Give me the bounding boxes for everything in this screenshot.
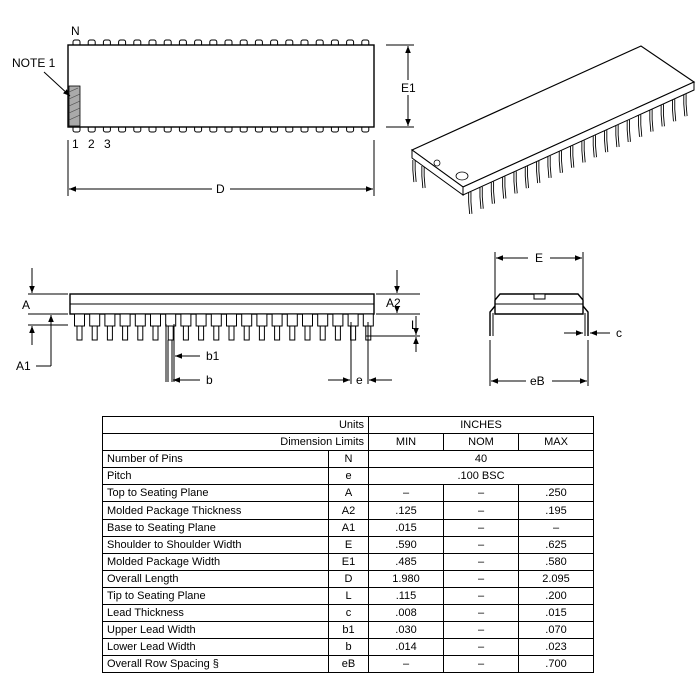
- cell-sym: c: [329, 605, 369, 622]
- cell-name: Pitch: [103, 468, 329, 485]
- top-view: [12, 24, 416, 196]
- dimensions-table: [102, 416, 594, 673]
- cell-max: .580: [519, 553, 594, 570]
- cell-sym: A1: [329, 519, 369, 536]
- label-e-pitch: e: [356, 373, 363, 387]
- side-pin-shoulder: [135, 314, 145, 326]
- cell-span: .100 BSC: [369, 468, 594, 485]
- table-row: [103, 605, 594, 622]
- cell-min: .485: [369, 553, 444, 570]
- table-row: [103, 451, 594, 468]
- col-header-max: MAX: [519, 434, 594, 451]
- label-note-1: NOTE 1: [12, 56, 56, 70]
- side-pin-shoulder: [333, 314, 343, 326]
- cell-nom: –: [444, 570, 519, 587]
- cell-nom: –: [444, 536, 519, 553]
- label-b: b: [206, 373, 213, 387]
- table-row: [103, 553, 594, 570]
- label-eb: eB: [530, 374, 545, 388]
- cell-max: .700: [519, 656, 594, 673]
- cell-name: Lead Thickness: [103, 605, 329, 622]
- label-e-shoulder: E: [535, 251, 544, 265]
- pin1-index-mark: [69, 86, 80, 126]
- cell-sym: b1: [329, 622, 369, 639]
- units-value: INCHES: [369, 417, 594, 434]
- cell-sym: E: [329, 536, 369, 553]
- cell-nom: –: [444, 639, 519, 656]
- table-row: [103, 570, 594, 587]
- units-label: Units: [103, 417, 369, 434]
- col-header-nom: NOM: [444, 434, 519, 451]
- cell-sym: A: [329, 485, 369, 502]
- cell-min: –: [369, 485, 444, 502]
- side-pin-lead: [275, 326, 280, 340]
- cell-span: 40: [369, 451, 594, 468]
- cell-max: .195: [519, 502, 594, 519]
- table-row: [103, 622, 594, 639]
- table-row: [103, 519, 594, 536]
- cell-sym: e: [329, 468, 369, 485]
- side-pin-shoulder: [318, 314, 328, 326]
- side-pin-lead: [123, 326, 128, 340]
- isometric-view: [412, 46, 694, 214]
- label-pin-2: 2: [88, 137, 95, 151]
- side-pin-shoulder: [75, 314, 85, 326]
- side-pin-lead: [244, 326, 249, 340]
- side-pin-lead: [168, 326, 173, 340]
- label-pin-3: 3: [104, 137, 111, 151]
- cell-max: .015: [519, 605, 594, 622]
- cell-name: Tip to Seating Plane: [103, 587, 329, 604]
- side-pin-lead: [138, 326, 143, 340]
- side-pin-shoulder: [120, 314, 130, 326]
- cell-min: .590: [369, 536, 444, 553]
- side-pin-shoulder: [242, 314, 252, 326]
- cell-max: 2.095: [519, 570, 594, 587]
- cell-name: Molded Package Width: [103, 553, 329, 570]
- cell-name: Top to Seating Plane: [103, 485, 329, 502]
- dimensions-table-body: [103, 451, 594, 673]
- cell-nom: –: [444, 519, 519, 536]
- cell-name: Upper Lead Width: [103, 622, 329, 639]
- side-pin-lead: [259, 326, 264, 340]
- side-pin-shoulder: [287, 314, 297, 326]
- cell-nom: –: [444, 502, 519, 519]
- cell-name: Shoulder to Shoulder Width: [103, 536, 329, 553]
- side-pin-lead: [183, 326, 188, 340]
- cell-min: .015: [369, 519, 444, 536]
- cell-name: Overall Length: [103, 570, 329, 587]
- side-pin-shoulder: [348, 314, 358, 326]
- cell-nom: –: [444, 605, 519, 622]
- side-pin-lead: [214, 326, 219, 340]
- table-row: [103, 656, 594, 673]
- cell-name: Molded Package Thickness: [103, 502, 329, 519]
- side-pins: [75, 314, 374, 340]
- cell-max: .023: [519, 639, 594, 656]
- label-n: N: [71, 24, 80, 38]
- label-a2: A2: [386, 296, 401, 310]
- label-c: c: [616, 326, 622, 340]
- cell-max: .200: [519, 587, 594, 604]
- label-a: A: [22, 298, 31, 312]
- cell-min: .115: [369, 587, 444, 604]
- table-row: [103, 485, 594, 502]
- side-pin-shoulder: [303, 314, 313, 326]
- cell-max: .070: [519, 622, 594, 639]
- cell-sym: E1: [329, 553, 369, 570]
- side-pin-lead: [199, 326, 204, 340]
- cell-max: –: [519, 519, 594, 536]
- cell-nom: –: [444, 656, 519, 673]
- side-pin-shoulder: [151, 314, 161, 326]
- cell-min: .125: [369, 502, 444, 519]
- side-pin-shoulder: [257, 314, 267, 326]
- cell-name: Number of Pins: [103, 451, 329, 468]
- side-pin-shoulder: [272, 314, 282, 326]
- cell-nom: –: [444, 485, 519, 502]
- cell-max: .250: [519, 485, 594, 502]
- table-row: [103, 587, 594, 604]
- cell-min: .008: [369, 605, 444, 622]
- cell-sym: A2: [329, 502, 369, 519]
- side-pin-lead: [335, 326, 340, 340]
- label-b1: b1: [206, 349, 220, 363]
- cell-min: –: [369, 656, 444, 673]
- side-pin-lead: [77, 326, 82, 340]
- cell-name: Overall Row Spacing §: [103, 656, 329, 673]
- cell-nom: –: [444, 587, 519, 604]
- cell-min: .014: [369, 639, 444, 656]
- iso-notch: [456, 172, 468, 180]
- end-notch: [534, 294, 545, 299]
- label-e1: E1: [401, 81, 416, 95]
- table-row: [103, 468, 594, 485]
- side-pin-shoulder: [227, 314, 237, 326]
- side-pin-shoulder: [105, 314, 115, 326]
- cell-sym: N: [329, 451, 369, 468]
- side-pin-lead: [229, 326, 234, 340]
- side-pin-shoulder: [196, 314, 206, 326]
- cell-max: .625: [519, 536, 594, 553]
- side-view: [16, 268, 420, 387]
- side-pin-lead: [290, 326, 295, 340]
- side-pin-lead: [305, 326, 310, 340]
- cell-min: .030: [369, 622, 444, 639]
- side-pin-shoulder: [211, 314, 221, 326]
- cell-sym: L: [329, 587, 369, 604]
- iso-pin1-dot: [434, 160, 440, 166]
- cell-nom: –: [444, 622, 519, 639]
- table-row: [103, 536, 594, 553]
- col-header-min: MIN: [369, 434, 444, 451]
- side-pin-lead: [107, 326, 112, 340]
- cell-sym: b: [329, 639, 369, 656]
- table-row: [103, 639, 594, 656]
- cell-name: Lower Lead Width: [103, 639, 329, 656]
- cell-sym: eB: [329, 656, 369, 673]
- cell-min: 1.980: [369, 570, 444, 587]
- table-row: [103, 502, 594, 519]
- label-pin-1: 1: [72, 137, 79, 151]
- side-pin-lead: [153, 326, 158, 340]
- cell-sym: D: [329, 570, 369, 587]
- side-pin-shoulder: [181, 314, 191, 326]
- label-l: L: [411, 318, 418, 332]
- top-view-body: [68, 45, 374, 127]
- limits-label: Dimension Limits: [103, 434, 369, 451]
- cell-name: Base to Seating Plane: [103, 519, 329, 536]
- side-pin-lead: [320, 326, 325, 340]
- side-pin-shoulder: [90, 314, 100, 326]
- label-d: D: [216, 182, 225, 196]
- side-pin-lead: [92, 326, 97, 340]
- end-view: [490, 251, 622, 388]
- label-a1: A1: [16, 359, 31, 373]
- cell-nom: –: [444, 553, 519, 570]
